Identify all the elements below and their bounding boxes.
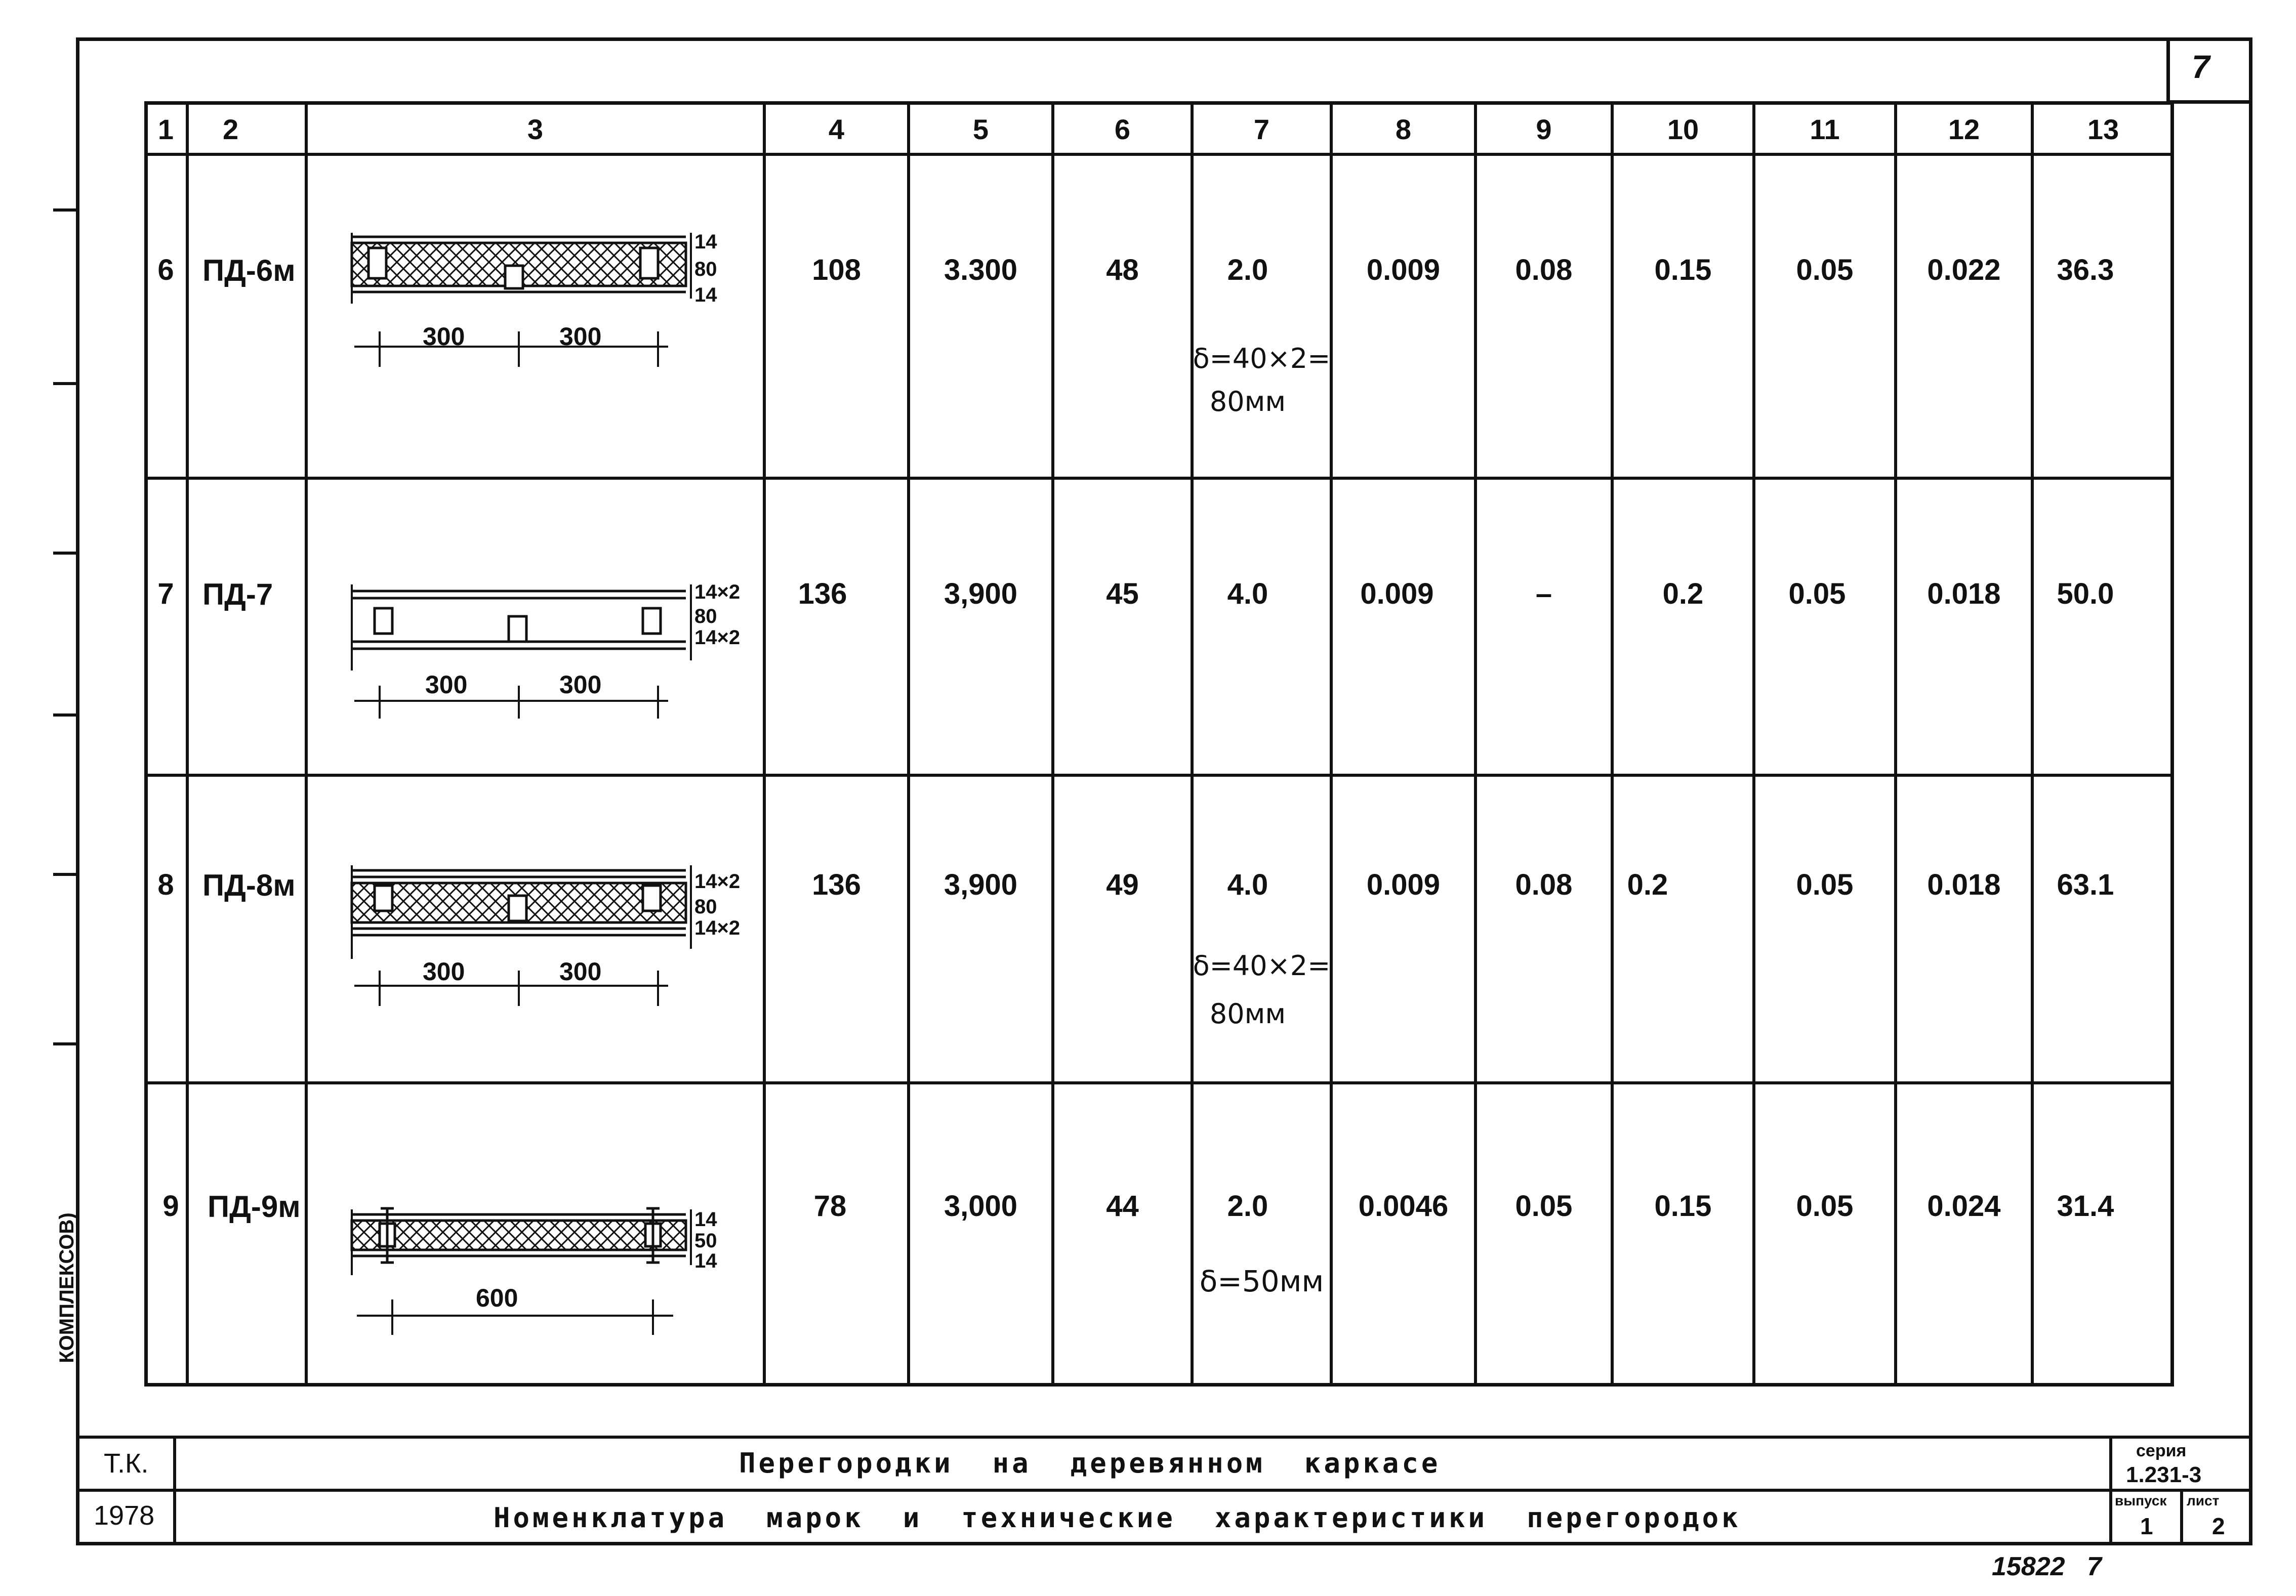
cell-c8: 0.0046	[1358, 1190, 1449, 1223]
cell-c7-note: δ=40×2=	[1193, 343, 1331, 374]
sheet-number: 7	[2192, 49, 2210, 85]
cell-c10: 0.2	[1627, 868, 1668, 901]
cell-c10: 0.2	[1662, 577, 1704, 610]
cell-c5: 3.300	[944, 254, 1018, 286]
cell-c6: 49	[1106, 868, 1139, 901]
col-header-4: 4	[828, 113, 845, 145]
cell-c6: 45	[1106, 577, 1139, 610]
title-line-2: Номенклатура марок и технические характеристики перегородок	[494, 1502, 1741, 1534]
cell-c9: 0.08	[1515, 254, 1573, 286]
cell-c5: 3,000	[944, 1190, 1018, 1223]
cell-c10: 0.15	[1654, 1190, 1712, 1223]
cell-c7: 2.0	[1227, 1190, 1268, 1223]
cell-c7: 2.0	[1227, 254, 1268, 286]
col-header-1: 1	[157, 113, 174, 145]
span-label: 300	[423, 957, 465, 986]
partition-mark: ПД-9м	[208, 1190, 301, 1224]
col-header-5: 5	[972, 113, 989, 145]
issue-label: выпуск	[2115, 1493, 2167, 1508]
cell-c9: 0.05	[1515, 1190, 1573, 1223]
col-header-2: 2	[223, 113, 239, 145]
cell-c7: 4.0	[1227, 577, 1268, 610]
cell-c12: 0.024	[1927, 1190, 2001, 1223]
cell-c8: 0.009	[1360, 577, 1434, 610]
cell-c11: 0.05	[1788, 577, 1846, 610]
col-header-9: 9	[1536, 113, 1552, 145]
cell-c6: 48	[1106, 254, 1139, 286]
dim-bottom: 14×2	[694, 626, 741, 649]
cell-c4: 136	[798, 577, 847, 610]
dim-top: 14	[694, 1208, 717, 1231]
dim-bottom: 14	[694, 284, 717, 306]
span-label: 600	[476, 1284, 518, 1312]
cell-c11: 0.05	[1796, 1190, 1854, 1223]
col-header-11: 11	[1810, 113, 1840, 145]
col-header-10: 10	[1667, 113, 1699, 145]
col-header-6: 6	[1114, 113, 1131, 145]
cell-c9: 0.08	[1515, 868, 1573, 901]
span-label: 300	[425, 670, 468, 699]
dim-mid: 80	[694, 605, 717, 627]
cell-c13: 50.0	[2057, 577, 2114, 610]
cell-c12: 0.018	[1927, 868, 2001, 901]
row-number: 8	[157, 868, 174, 901]
row-number: 9	[162, 1190, 179, 1223]
cell-c8: 0.009	[1366, 868, 1441, 901]
cell-c11: 0.05	[1796, 868, 1854, 901]
span-label: 300	[423, 322, 465, 351]
partition-mark: ПД-7	[202, 577, 273, 611]
dim-bottom: 14×2	[694, 917, 741, 939]
col-header-7: 7	[1253, 113, 1270, 145]
dim-mid: 80	[694, 258, 717, 280]
cell-c12: 0.018	[1927, 577, 2001, 610]
cell-c12: 0.022	[1927, 254, 2001, 286]
col-header-13: 13	[2087, 113, 2119, 145]
cell-c5: 3,900	[944, 868, 1018, 901]
cell-c5: 3,900	[944, 577, 1018, 610]
cell-c7: 4.0	[1227, 868, 1268, 901]
dim-bottom: 14	[694, 1250, 717, 1272]
dim-mid: 50	[694, 1230, 717, 1252]
partition-mark: ПД-6м	[202, 254, 296, 287]
cell-c7-note: 80мм	[1209, 386, 1286, 417]
title-line-1: Перегородки на деревянном каркасе	[739, 1447, 1441, 1479]
dim-top: 14×2	[694, 870, 741, 893]
dim-mid: 80	[694, 896, 717, 918]
col-header-8: 8	[1395, 113, 1412, 145]
cell-c7-note: δ=40×2=	[1193, 950, 1331, 982]
cell-c13: 36.3	[2057, 254, 2114, 286]
span-label: 300	[559, 670, 602, 699]
cell-c7-note: δ=50мм	[1199, 1264, 1324, 1298]
dim-top: 14×2	[694, 581, 741, 603]
cell-c7-note: 80мм	[1209, 998, 1286, 1030]
side-label: КОМПЛЕКСОВ)	[56, 1212, 78, 1363]
cell-c9: –	[1535, 577, 1552, 610]
span-label: 300	[559, 957, 602, 986]
row-number: 7	[157, 577, 174, 610]
cell-c4: 136	[812, 868, 861, 901]
sheet-label: лист	[2187, 1493, 2220, 1508]
cell-c11: 0.05	[1796, 254, 1854, 286]
cell-c4: 78	[813, 1190, 847, 1223]
cell-c10: 0.15	[1654, 254, 1712, 286]
col-header-12: 12	[1948, 113, 1980, 145]
issue-value: 1	[2140, 1513, 2153, 1539]
cell-c8: 0.009	[1366, 254, 1441, 286]
title-block-year: 1978	[94, 1500, 155, 1531]
col-header-3: 3	[527, 113, 544, 145]
sheet-value: 2	[2212, 1513, 2225, 1539]
series-value: 1.231-3	[2126, 1462, 2202, 1487]
cell-c4: 108	[812, 254, 861, 286]
archive-number: 15822 7	[1992, 1552, 2102, 1581]
partition-mark: ПД-8м	[202, 868, 296, 902]
span-label: 300	[559, 322, 602, 351]
cell-c6: 44	[1106, 1190, 1139, 1223]
series-label: серия	[2136, 1441, 2187, 1460]
title-block-tk: Т.К.	[104, 1448, 149, 1479]
row-number: 6	[157, 254, 174, 286]
dim-top: 14	[694, 231, 717, 253]
cell-c13: 31.4	[2057, 1190, 2114, 1223]
cell-c13: 63.1	[2057, 868, 2114, 901]
